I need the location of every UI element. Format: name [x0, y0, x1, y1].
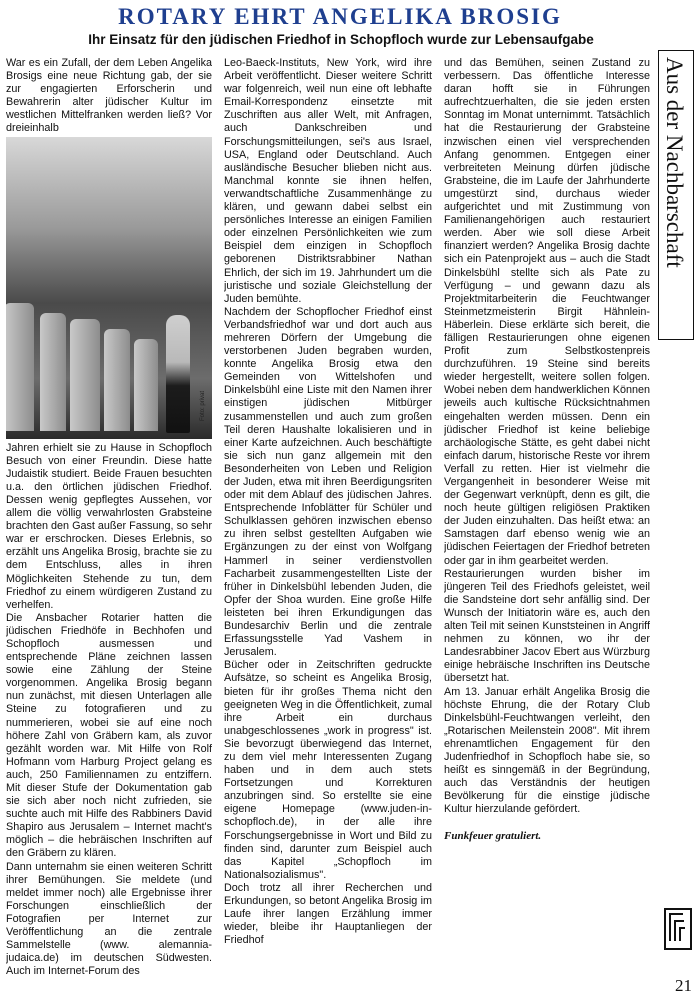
column3-paragraph-3: Am 13. Januar erhält Angelika Brosig die höchste Ehrung, die der Rotary Club Dinkelsbühl-Feuchtwangen verleiht, den „Rotarischen Meilenstein 2008". Mit ihrem ehrenamtlichen Engagement für den Judenfriedhof in Schopfloch habe sie, so heißt es sinngemäß in der Begründung, auch das Verständnis der heutigen Bevölkerung für die einstige jüdische Kultur hierzulande gefördert.	[444, 685, 650, 816]
cemetery-photo	[6, 137, 212, 439]
column2-paragraph-1: Leo-Baeck-Instituts, New York, wird ihre Arbeit veröffentlicht. Dieser weitere Schritt war folgenreich, weil nun eine oft lebhafte Email-Korrespondenz einsetzte mit Zuschriften aus aller Welt, mit Anfragen, auch Dankschreiben und Forschungsmitteilungen, sei's aus Israel, USA, England oder Deutschland. Auch ausländische Besucher blieben nicht aus. Manchmal konnte sie ihnen helfen, verwandtschaftliche Zusammenhänge zu klären, und gewann dabei selbst ein persönliches Interesse an einigen Familien oder einzelnen Persönlichkeiten wie zum Beispiel dem einzigen in Schopfloch geborenen Distriktsrabbiner Nathan Ehrlich, der sich im 19. Jahrhundert um die juristische und soziale Gleichstellung der Juden bemühte.	[224, 57, 432, 305]
article-title: ROTARY EHRT ANGELIKA BROSIG	[118, 4, 562, 29]
column2-paragraph-3: Bücher oder in Zeitschriften gedruckte Aufsätze, so scheint es Angelika Brosig, bieten für ihr großes Thema nicht den geeigneten Weg in die Öffentlichkeit, zumal ihre Arbeit ein durchaus unabgeschlossenes „work in progress" ist. Sie bevorzugt überwiegend das Internet, zu dem viel mehr Interessenten Zugang haben und in dem auch stets Fortsetzungen und Korrekturen anzubringen sind. So erstellte sie eine eigene Homepage (www.juden-in-schopfloch.de), in der alle ihre Forschungsergebnisse in Wort und Bild zu finden sind, darunter zum Beispiel auch das Kapitel „Schopfloch im Nationalsozialismus".	[224, 659, 432, 881]
column1-paragraph-4: Dann unternahm sie einen weiteren Schritt ihrer Bemühungen. Sie meldete (und meldet immer noch) alle Ergebnisse ihrer Forschungen einschließlich der Fotografien per Internet zur Veröffentlichung an die zentrale Sammelstelle (www. alemannia-judaica.de) im deutschen Südwesten. Auch im Internet-Forum des	[6, 860, 212, 978]
column3-paragraph-2: Restaurierungen wurden bisher im jüngeren Teil des Friedhofs geleistet, weil die Sandsteine dort sehr anfällig sind. Der Wunsch der Initiatorin wäre es, auch den alten Teil mit seinen Kunststeinen in Angriff nehmen zu können, wo ihr der Landesrabbiner Jacov Ebert aus Würzburg einige hebräische Inschriften ins Deutsche übersetzt hat.	[444, 567, 650, 685]
column2-paragraph-2: Nachdem der Schopflocher Friedhof einst Verbandsfriedhof war und dort auch aus mehreren Dörfern der Umgebung die verstorbenen Juden begraben wurden, konnte Angelika Brosig etwa den Gemeinden von Wittelshofen und Dinkelsbühl eine Liste mit den Namen ihrer einstigen jüdischen Mitbürger zusammenstellen und auch zum großen Teil deren Haushalte lokalisieren und in einer Karte aufzeichnen. Auch beschäftigte sie sich nun ganz allgemein mit den Besonderheiten von Leben und Religion der Juden, etwa mit ihren Beerdigungsriten oder mit dem Ablauf des jüdischen Jahres. Entsprechende Infoblätter für Schüler und Schulklassen gehören inzwischen ebenso zu ihren selbst gestellten Aufgaben wie Ergänzungen zu der einst von Wolfgang Hammerl in seiner verdienstvollen Facharbeit zusammengestellten Liste der früher in Dinkelsbühl lebenden Juden, die Opfer der Shoa wurden. Eine große Hilfe leisteten bei ihren Erkundigungen das Bundesarchiv Berlin und die zentrale Erfassungsstelle Yad Vashem in Jerusalem.	[224, 305, 432, 659]
page-number: 21	[675, 976, 692, 995]
column1-paragraph-1: War es ein Zufall, der dem Leben Angelika Brosigs eine neue Richtung gab, der sie zur engagierten Erforscherin und Bewahrerin alter jüdischer Kultur im westlichen Mittelfranken werden ließ? Vor dreieinhalb	[6, 57, 212, 135]
publisher-logo-icon	[664, 908, 692, 950]
signature: Funkfeuer gratuliert.	[444, 830, 542, 843]
column3-paragraph-1: und das Bemühen, seinen Zustand zu verbessern. Das öffentliche Interesse daran hofft sie in Führungen aufrechtzuerhalten, die sie jeden ersten Sonntag im Monat unternimmt. Tatsächlich hat die Restaurierung der Grabsteine inzwischen einen viel versprechenden Anfang genommen. Entgegen einer verbreiteten Meinung dürfen jüdische Grabsteine, die im Laufe der Jahrhunderte umgestürzt sind, durchaus wieder aufgerichtet und mit Zustimmung von Familienangehörigen auch restauriert werden. Aber wie soll diese Arbeit finanziert werden? Angelika Brosig dachte sich ein Patenprojekt aus – auch die Stadt Dinkelsbühl stellte sich als Pate zu Verfügung – und gewann dazu als Projektmitarbeiterin die Feuchtwanger Steinmetzmeisterin Birgit Hähnlein-Häberlein. Diese erklärte sich bereit, die fälligen Restaurierungen ohne eigenen Profit zum Selbstkostenpreis durchzuführen. 19 Steine sind bereits wieder hergestellt, weitere sollen folgen. Wobei neben dem handwerklichen Können jeweils auch kultische Rücksichtnahmen eingehalten werden müssen. Denn ein jüdischer Friedhof ist keine beliebige archäologische Stätte, es geht dabei nicht einfach darum, historische Reste vor ihrem Verfall zu retten. Hier ist vielmehr die Vergangenheit in besonderer Weise mit der Gegenwart verknüpft, denn es gilt, die noch heute gültigen religiösen Praktiken der Juden einzuhalten. Das heißt etwa: an Samstagen darf ebenso wenig wie an jüdischen Feiertagen der Friedhof betreten oder gar in ihm gearbeitet werden.	[444, 57, 650, 567]
section-sidebar	[658, 50, 694, 340]
column1-paragraph-3: Die Ansbacher Rotarier hatten die jüdischen Friedhöfe in Bechhofen und Schopfloch ausmessen und entsprechende Pläne zeichnen lassen sowie eine Zählung der Steine vorgenommen. Angelika Brosig begann nun zunächst, mit diesen Unterlagen alle Steine zu fotografieren und zu nummerieren, wobei sie auf eine noch höhere Zahl von Gräbern kam, als zuvor gezählt worden war. Mit Hilfe von Rolf Hofmann vom Harburg Project gelang es auch, 250 Familiennamen zu entziffern. Mit dieser Stufe der Dokumentation gab sie sich aber noch nicht zufrieden, sie suchte auch mit Hilfe des Rabbiners David Shapiro aus Jerusalem – Internet macht's möglich – die hebräischen Inschriften auf den Gräbern zu klären.	[6, 611, 212, 860]
person-figure	[166, 315, 190, 433]
article-column-2	[224, 57, 432, 1002]
section-label: Aus der Nachbarschaft	[662, 57, 687, 268]
column1-paragraph-2: Jahren erhielt sie zu Hause in Schopfloch Besuch von einer Freundin. Diese hatte Judaistik studiert. Beide Frauen besuchten u.a. den örtlichen jüdischen Friedhof. Dessen wenig gepflegtes Aussehen, vor allem die völlig verwahrlosten Grabsteine brachten den Gast außer Fassung, so sehr war er erschrocken. Dieses Erlebnis, so erzählt uns Angelika Brosig, brachte sie zu dem Entschluss, alles in ihren Möglichkeiten Stehende zu tun, dem Friedhof zu einem würdigeren Zustand zu verhelfen.	[6, 441, 212, 611]
article-column-3	[444, 57, 650, 937]
column2-paragraph-4: Doch trotz all ihrer Recherchen und Erkundungen, so betont Angelika Brosig im Laufe ihrer langen Erzählung immer wieder, bleibe ihr Hauptanliegen der Friedhof	[224, 881, 432, 947]
article-subtitle: Ihr Einsatz für den jüdischen Friedhof in Schopfloch wurde zur Lebensaufgabe	[88, 32, 594, 47]
article-column-1	[6, 57, 212, 1002]
photo-credit: Foto: privat	[199, 390, 206, 421]
